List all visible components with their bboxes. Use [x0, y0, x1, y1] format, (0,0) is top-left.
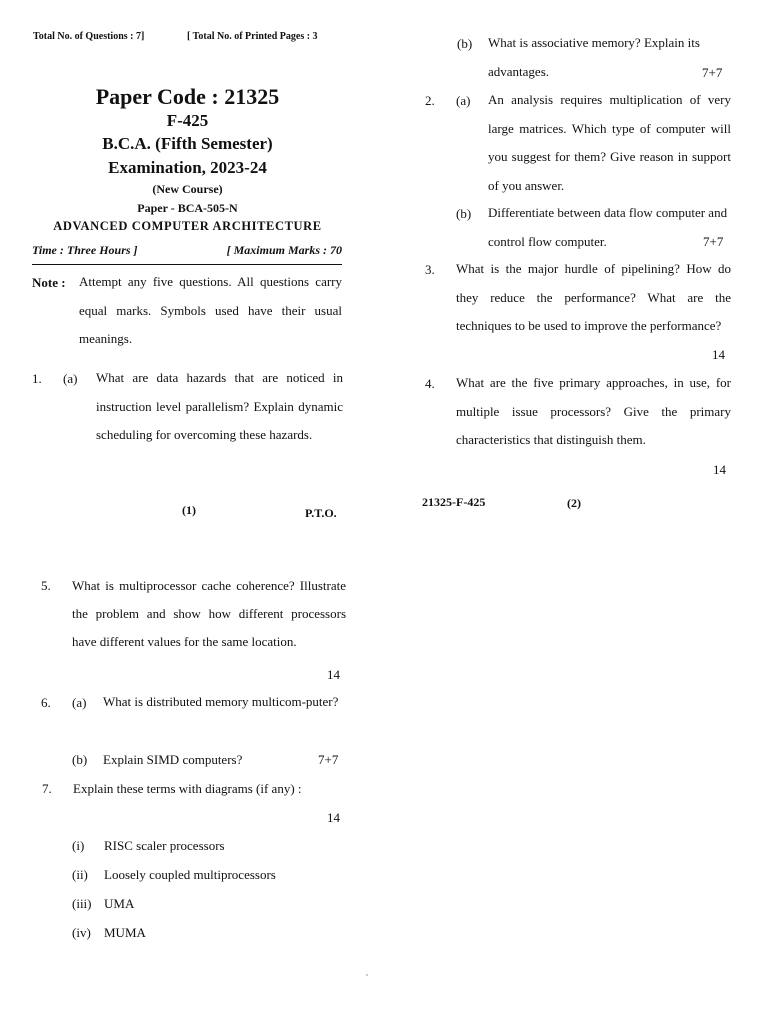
- page1-number: (1): [182, 503, 196, 517]
- paper-code: Paper Code : 21325: [95, 84, 280, 109]
- q7-item-text: Loosely coupled multiprocessors: [104, 867, 276, 882]
- paper-id: Paper - BCA-505-N: [137, 201, 238, 215]
- q7-item: [72, 838, 225, 854]
- q2b-text: Differentiate between data flow computer and control flow computer.: [488, 205, 728, 249]
- header-rule: [32, 264, 342, 265]
- q5-text: What is multiprocessor cache coherence? Illustrate the problem and show how different processors have different values for the same location.: [72, 578, 346, 649]
- q2-marks: 7+7: [703, 234, 724, 249]
- q7-item-label: (i): [72, 838, 85, 853]
- page2-code: 21325-F-425: [422, 495, 486, 509]
- page2-number: (2): [567, 496, 581, 510]
- q3-marks: 14: [712, 347, 725, 362]
- q7-item-text: UMA: [104, 896, 135, 911]
- q7-item-text: RISC scaler processors: [104, 838, 225, 853]
- q3-text: What is the major hurdle of pipelining? How do they reduce the performance? What are the techniques to be used to improve the performance?: [456, 261, 731, 333]
- q1b-text: What is associative memory? Explain its advantages.: [488, 35, 700, 79]
- time-marks-row: [32, 243, 342, 258]
- q1a-text: What are data hazards that are noticed in instruction level parallelism? Explain dynamic scheduling for overcoming these hazards.: [96, 370, 343, 442]
- q2-number: 2.: [425, 93, 435, 108]
- total-printed-pages: [ Total No. of Printed Pages : 3: [187, 31, 318, 42]
- q7-marks: 14: [327, 810, 340, 825]
- q4-number: 4.: [425, 376, 435, 391]
- q7-item: [72, 925, 146, 941]
- q1b-label: (b): [457, 36, 473, 51]
- q7-item-label: (iii): [72, 896, 92, 911]
- scan-speck: [366, 974, 368, 976]
- q5-marks: 14: [327, 667, 340, 682]
- note-text: Attempt any five questions. All questions carry equal marks. Symbols used have their usual meanings.: [79, 274, 342, 346]
- q1-marks: 7+7: [702, 65, 723, 80]
- q3-number: 3.: [425, 262, 435, 277]
- q1-number: 1.: [32, 371, 42, 386]
- q5-number: 5.: [41, 578, 51, 593]
- q6-number: 6.: [41, 695, 51, 710]
- q2b-label: (b): [456, 206, 472, 221]
- q6b-label: (b): [72, 752, 88, 767]
- pto-label: P.T.O.: [305, 506, 337, 520]
- q4-marks: 14: [713, 462, 726, 477]
- q7-item-text: MUMA: [104, 925, 146, 940]
- q7-item: [72, 896, 134, 912]
- q4-text: What are the five primary approaches, in use, for multiple issue processors? Give the primary characteristics that distinguish them.: [456, 375, 731, 447]
- new-course: (New Course): [152, 182, 223, 196]
- q6a-label: (a): [72, 695, 87, 710]
- q2a-text: An analysis requires multiplication of very large matrices. Which type of computer will you suggest for them? Give reason in support of you answer.: [488, 92, 731, 193]
- q6b-text: Explain SIMD computers?: [103, 752, 243, 767]
- maximum-marks: [ Maximum Marks : 70: [226, 243, 342, 257]
- f-code: F-425: [166, 111, 209, 130]
- q6-marks: 7+7: [318, 752, 339, 767]
- q6a-text: What is distributed memory multicom-puter?: [103, 694, 339, 709]
- exam-title: Examination, 2023-24: [108, 158, 267, 177]
- q7-text: Explain these terms with diagrams (if any) :: [73, 781, 302, 796]
- q7-number: 7.: [42, 781, 52, 796]
- q7-item-label: (iv): [72, 925, 91, 940]
- q7-item: [72, 867, 276, 883]
- total-questions: Total No. of Questions : 7]: [33, 31, 145, 42]
- time-duration: Time : Three Hours ]: [32, 243, 138, 257]
- course-title: B.C.A. (Fifth Semester): [102, 134, 273, 153]
- subject-title: ADVANCED COMPUTER ARCHITECTURE: [53, 219, 322, 233]
- q1a-label: (a): [63, 371, 78, 386]
- note-label: Note :: [32, 275, 66, 290]
- q2a-label: (a): [456, 93, 471, 108]
- q7-item-label: (ii): [72, 867, 88, 882]
